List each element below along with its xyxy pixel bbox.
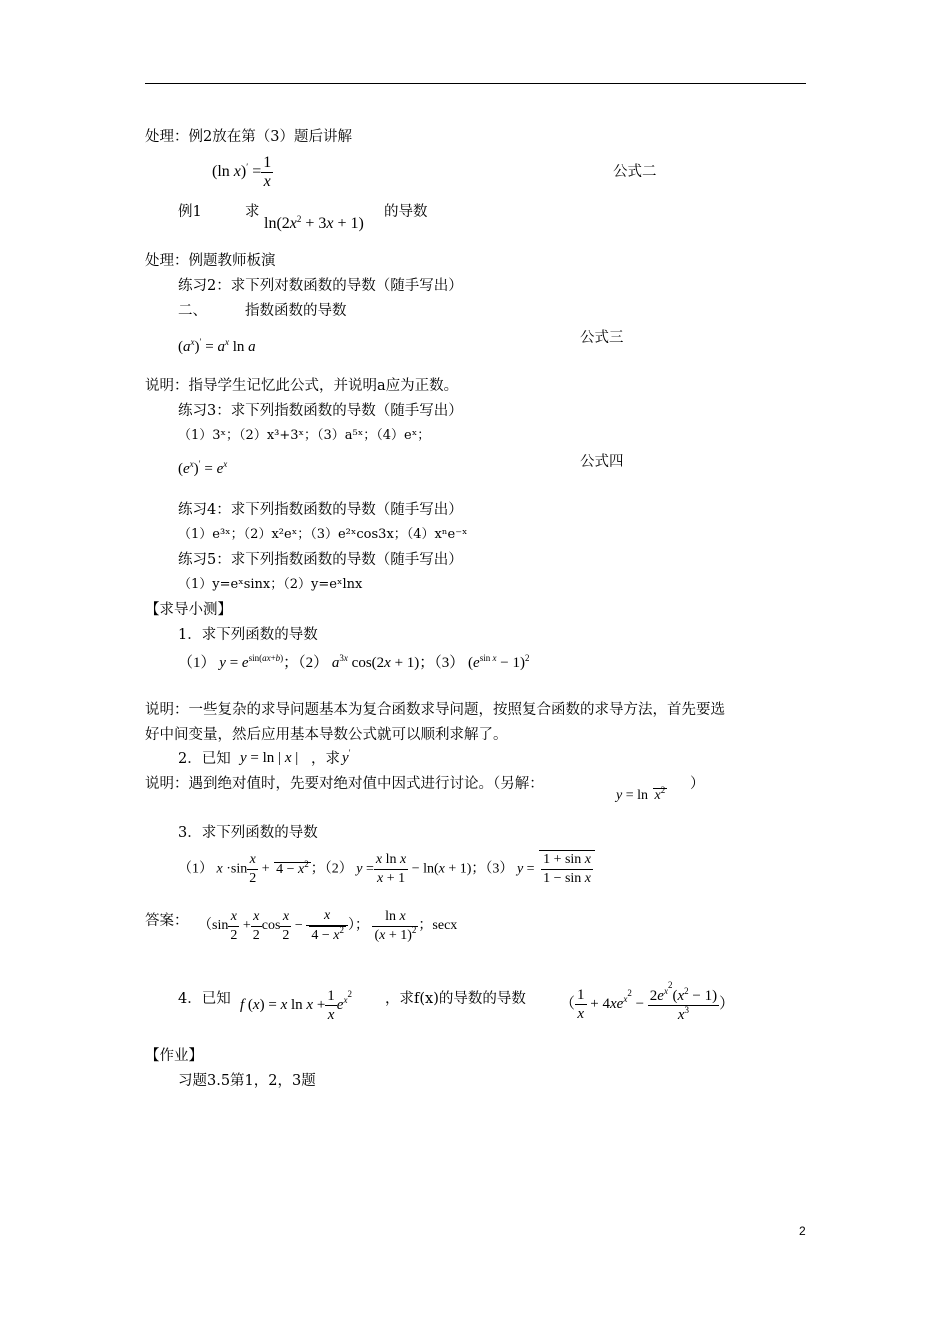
quiz-question-1: 1．求下列函数的导数 [178,627,318,643]
exercise-4: 练习4：求下列指数函数的导数（随手写出） [178,502,463,518]
formula-exp-a-derivative: $(a^x)' = a^x$ ln a [178,337,256,355]
quiz-question-2-a: 2．已知 [178,751,231,767]
note-line-1: 处理：例2放在第（3）题后讲解 [145,129,352,145]
section-2-title: 指数函数的导数 [245,303,347,319]
formula-4-label: 公式四 [580,454,624,470]
answers-label: 答案： [145,913,189,929]
quiz-question-3-items: （1） x ·sin $\frac{x}{2}$ + $4 - x^2$ ；（2） y = $\frac{\text{x ln x}}{x + 1}$ − ln(x + 1)；（3） y = $\frac{\text{1 + sin x}}{\text{1 − sin x}}$ [178,850,595,888]
quiz-question-2-b: ，求 [311,751,340,767]
formula-log-derivative: (ln x)′ = $\frac{1}{x}$ [212,154,272,190]
quiz-question-2-formula: y = ln | x | [240,750,299,766]
quiz-question-4-a: 4．已知 [178,991,231,1007]
exercise-2: 练习2：求下列对数函数的导数（随手写出） [178,278,463,294]
note-line-3: 处理：例题教师板演 [145,253,276,269]
exercise-3-items: （1）3ˣ；（2）x³+3ˣ；（3）a⁵ˣ；（4）eˣ； [178,428,431,443]
header-rule [145,83,806,84]
alt-solution-close: ） [690,776,705,792]
example-1-formula: $\ln(2x^2 + 3x + 1)$ [264,214,364,232]
page-number: 2 [799,1224,806,1238]
alt-solution-formula: $y = \ln x^2$ [616,785,666,803]
example-1-label: 例1 [178,204,202,220]
note-line-19: 说明：遇到绝对值时，先要对绝对值中因式进行讨论。（另解： [145,776,544,792]
note-line-16: 说明：一些复杂的求导问题基本为复合函数求导问题，按照复合函数的求导方法，首先要选 [145,702,725,718]
quiz-heading: 【求导小测】 [145,602,232,618]
quiz-question-4-b: ，求f(x)的导数的导数 [385,991,526,1007]
answers-formulas: （sin $\frac{x}{2}$ + $\frac{x}{2}$ cos $\frac{x}{2}$ − $\frac{x}{4 - x^2}$ ）； $\frac{\text{ln x}}{(x + 1)^2}$ ；secx [198,908,458,943]
example-1-tail: 的导数 [384,204,428,220]
homework-assignment: 习题3.5第1，2，3题 [178,1073,316,1089]
exercise-4-items: （1）e³ˣ；（2）x²eˣ；（3）e²ˣcos3x；（4）xⁿe⁻ˣ [178,527,468,542]
quiz-question-4-function: f (x) = x ln x + $\frac{1}{x}$ $e^{x^2}$ [240,988,352,1023]
quiz-question-1-items: （1） $y = e^{sin(ax+b)}$；（2） $a^{3x}$ cos(2x + 1)；（3） $(e^{sin x} - 1)^2$ [178,653,530,671]
note-line-17: 好中间变量，然后应用基本导数公式就可以顺利求解了。 [145,727,508,743]
homework-heading: 【作业】 [145,1048,203,1064]
quiz-question-4-answer: （ $\frac{1}{x}$ + $4xe^{x^2}$ − $\frac{2e^{x^2}(x^2 - 1)}{x^3}$ ） [560,980,735,1023]
quiz-question-2-target: y′ [342,748,351,766]
exercise-5: 练习5：求下列指数函数的导数（随手写出） [178,552,463,568]
formula-2-label: 公式二 [613,164,657,180]
note-line-6: 说明：指导学生记忆此公式，并说明a应为正数。 [145,378,459,394]
formula-3-label: 公式三 [580,330,624,346]
exercise-5-items: （1）y=eˣsinx；（2）y=eˣlnx [178,577,363,592]
formula-exp-e-derivative: $(e^x)' = e^x$ [178,459,228,477]
section-2-number: 二、 [178,303,207,319]
exercise-3: 练习3：求下列指数函数的导数（随手写出） [178,403,463,419]
example-1-ask: 求 [245,204,260,220]
quiz-question-3: 3．求下列函数的导数 [178,825,318,841]
